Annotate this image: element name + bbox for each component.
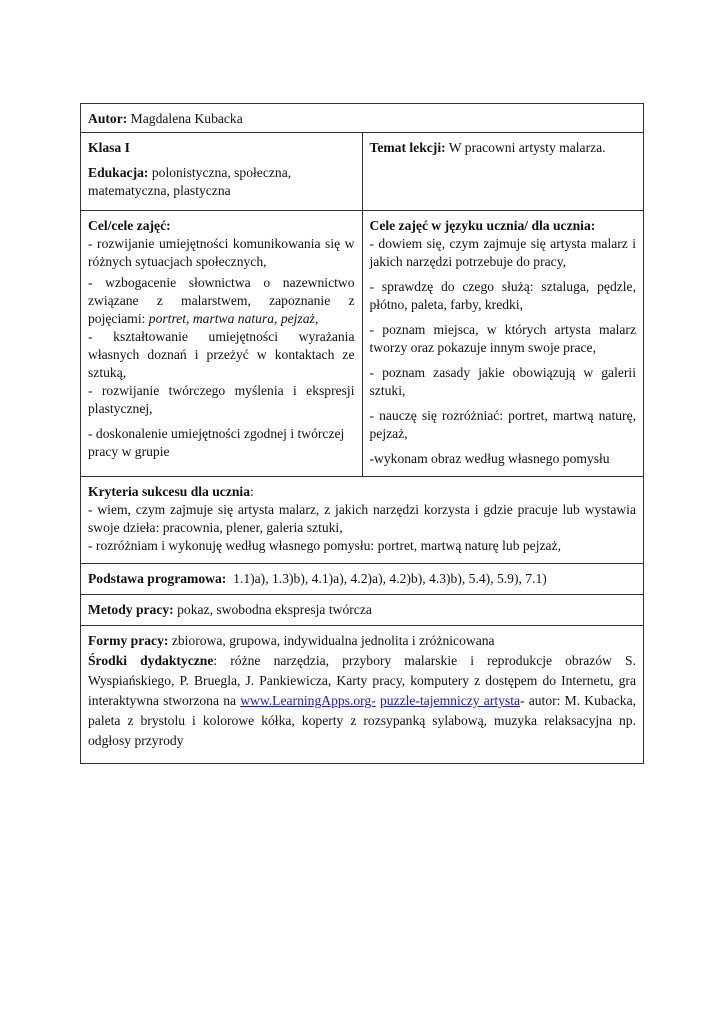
criteria-label: Kryteria sukcesu dla ucznia [88,484,250,499]
forms-value: zbiorowa, grupowa, indywidualna jednolita i zróżnicowana [171,633,495,648]
teaching-aids [88,651,636,751]
learningapps-link[interactable]: www.LearningApps.org- [240,693,376,708]
criteria-row [81,477,644,564]
goal-item-text: - wzbogacenie słownictwa o nazewnictwo związane z malarstwem, zapoznanie z pojęciami: [88,275,355,326]
student-goal-item: -wykonam obraz według własnego pomysłu [369,451,610,466]
student-goal-item: - dowiem się, czym zajmuje się artysta malarz i jakich narzędzi potrzebuje do pracy, [369,236,636,269]
criteria-colon: : [250,484,254,499]
goals-row [81,211,644,477]
education-value: polonistyczna, społeczna, matematyczna, plastyczna [88,165,292,198]
goal-item: - rozwijanie umiejętności komunikowania się w różnych sytuacjach społecznych, [88,236,355,269]
student-goal-item: - poznam zasady jakie obowiązują w galerii sztuki, [369,365,636,398]
goal-item: - rozwijanie twórczego myślenia i ekspresji plastycznej, [88,383,355,416]
goal-italic-terms: portret, martwa natura, pejzaż, [148,311,319,326]
lesson-plan-document [80,103,644,764]
author-name: Magdalena Kubacka [130,111,243,126]
methods-cell [81,595,644,626]
student-goal-item: - poznam miejsca, w których artysta malarz tworzy oraz pokazuje innym swoje prace, [369,322,636,355]
student-goal-item: - nauczę się rozróżniać: portret, martwą naturę, pejzaż, [369,408,636,441]
goals-label: Cel/cele zajęć: [88,218,171,233]
education-label: Edukacja: [88,165,149,180]
methods-row [81,595,644,626]
curriculum-row [81,564,644,595]
student-goals-cell [362,211,644,477]
teaching-aids-text-after: - autor: M. Kubacka, paleta z brystolu i kolorowe kółka, koperty z rozsypanką sylabową, muzyka relaksacyjna np. odgłosy przyrody [88,693,636,748]
class-label: Klasa I [88,140,130,155]
author-row [81,104,644,133]
criteria-item: - rozróżniam i wykonuję według własnego pomysłu: portret, martwą naturę lub pejzaż, [88,538,561,553]
forms-means-row [81,626,644,764]
goal-item: - kształtowanie umiejętności wyrażania własnych doznań i przeżyć w kontaktach ze sztuką, [88,329,355,380]
student-goals-label: Cele zajęć w języku ucznia/ dla ucznia: [369,218,596,233]
criteria-item: - wiem, czym zajmuje się artysta malarz, z jakich narzędzi korzysta i gdzie pracuje lub wystawia swoje dzieła: pracownia, plener, galeria sztuki, [88,502,636,535]
topic-cell [362,133,644,211]
goals-cell [81,211,363,477]
teaching-aids-text: : różne narzędzia, przybory malarskie i reprodukcje obrazów S. Wyspiańskiego, P. Bruegla, J. Pankiewicza, Karty pracy, komputery z dostępem do Internetu, gra interaktywna stworzona na [88,653,636,708]
class-cell [81,133,363,211]
puzzle-link[interactable]: puzzle-tajemniczy artysta [379,693,521,708]
topic-value: W pracowni artysty malarza. [448,140,606,155]
curriculum-label: Podstawa programowa: [88,571,227,586]
teaching-aids-label: Środki dydaktyczne [88,653,214,668]
forms-label: Formy pracy: [88,633,169,648]
author-label: Autor: [88,111,128,126]
goal-item [88,274,355,328]
forms-means-cell [81,626,644,764]
criteria-cell [81,477,644,564]
curriculum-cell [81,564,644,595]
goal-item: - doskonalenie umiejętności zgodnej i twórczej pracy w grupie [88,426,345,459]
class-topic-row [81,133,644,211]
topic-label: Temat lekcji: [369,140,446,155]
methods-label: Metody pracy: [88,602,174,617]
methods-value: pokaz, swobodna ekspresja twórcza [177,602,372,617]
author-cell [81,104,644,133]
student-goal-item: - sprawdzę do czego służą: sztaluga, pędzle, płótno, paleta, farby, kredki, [369,279,636,312]
lesson-plan-table [80,103,644,764]
curriculum-value: 1.1)a), 1.3)b), 4.1)a), 4.2)a), 4.2)b), 4.3)b), 5.4), 5.9), 7.1) [233,571,547,586]
